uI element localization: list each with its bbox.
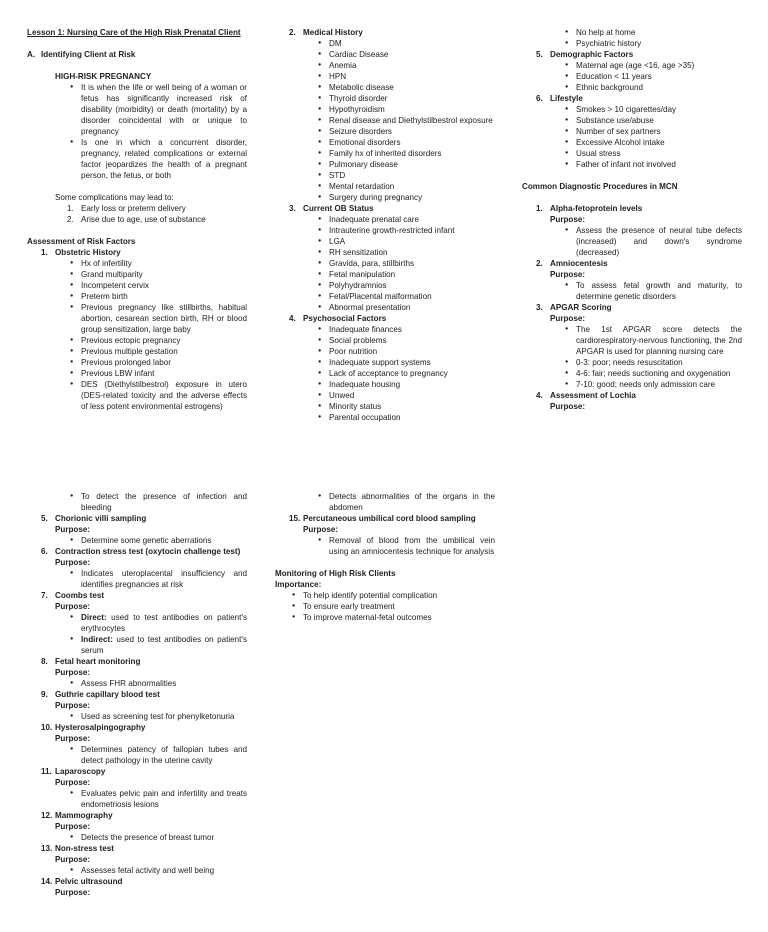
procedure-purpose-list [81, 711, 247, 722]
high-risk-pregnancy-heading: HIGH-RISK PREGNANCY [55, 72, 152, 81]
list-item: ● DES (Diethylstilbestrol) exposure in utero (DES-related toxicity and the adverse effects of less potent environmental estrogens) [81, 379, 247, 412]
list-item: ● Preterm birth [81, 291, 247, 302]
section-a-heading: A. Identifying Client at Risk [27, 50, 136, 59]
list-item: ● RH sensitization [329, 247, 495, 258]
demographic-heading: 5. Demographic Factors [536, 50, 634, 59]
procedure-purpose-list [81, 832, 247, 843]
list-item: ● Usual stress [576, 148, 742, 159]
list-item: ● Indicates uteroplacental insufficiency and identifies pregnancies at risk [81, 568, 247, 590]
procedure-heading: 7. Coombs test [41, 591, 105, 600]
procedure-heading: 8. Fetal heart monitoring [41, 657, 141, 666]
purpose-label: Purpose: [55, 602, 91, 611]
list-item: ● Hx of infertility [81, 258, 247, 269]
monitoring-list [303, 590, 495, 623]
high-risk-pregnancy-list [81, 82, 247, 181]
purpose-label: Purpose: [55, 778, 91, 787]
purpose-label: Purpose: [550, 314, 586, 323]
list-item: 2. Arise due to age, use of substance [67, 215, 206, 224]
column-2-page-2 [275, 491, 495, 623]
column-1-page-2 [27, 491, 247, 898]
list-item: ● Incompetent cervix [81, 280, 247, 291]
diagnostic-procedures-heading: Common Diagnostic Procedures in MCN [522, 182, 678, 191]
list-item: ● Intrauterine growth-restricted infant [329, 225, 495, 236]
procedure-purpose-list [329, 535, 495, 557]
purpose-label: Purpose: [55, 734, 91, 743]
procedure-heading: 13. Non-stress test [41, 844, 114, 853]
procedure-heading: 5. Chorionic villi sampling [41, 514, 147, 523]
list-item: ● Seizure disorders [329, 126, 495, 137]
purpose-label: Purpose: [303, 525, 339, 534]
procedure-purpose-list [576, 280, 742, 302]
list-item: ● Direct: used to test antibodies on patient's erythrocytes [81, 612, 247, 634]
list-item: ● Ethnic background [576, 82, 742, 93]
purpose-label: Purpose: [55, 668, 91, 677]
procedure-heading: 1. Alpha-fetoprotein levels [536, 204, 643, 213]
list-item: ● No help at home [576, 27, 742, 38]
procedure-purpose-list [81, 535, 247, 546]
procedure-heading: 2. Amniocentesis [536, 259, 608, 268]
list-item: ● 7-10: good; needs only admission care [576, 379, 742, 390]
list-item: ● Fetal manipulation [329, 269, 495, 280]
procedure-heading: 12. Mammography [41, 811, 113, 820]
list-item: ● Previous multiple gestation [81, 346, 247, 357]
list-item: ● Smokes > 10 cigarettes/day [576, 104, 742, 115]
lifestyle-list [576, 104, 742, 170]
list-item: ● DM [329, 38, 495, 49]
obstetric-history-list [81, 258, 247, 412]
list-item: ● Detects the presence of breast tumor [81, 832, 247, 843]
list-item: ● Abnormal presentation [329, 302, 495, 313]
list-item: ● Inadequate support systems [329, 357, 495, 368]
assessment-heading: Assessment of Risk Factors [27, 237, 136, 246]
procedure-purpose-list [81, 678, 247, 689]
list-item: ● Unwed [329, 390, 495, 401]
purpose-label: Purpose: [55, 822, 91, 831]
procedure-purpose-list [81, 568, 247, 590]
psychosocial-list [329, 324, 495, 423]
purpose-label: Purpose: [550, 215, 586, 224]
list-item: ● Renal disease and Diethylstilbestrol exposure [329, 115, 495, 126]
complications-intro: Some complications may lead to: [55, 193, 174, 202]
purpose-label: Purpose: [550, 402, 586, 411]
list-item: ● Father of infant not involved [576, 159, 742, 170]
list-item: ● Emotional disorders [329, 137, 495, 148]
procedure-heading: 9. Guthrie capillary blood test [41, 690, 160, 699]
list-item: ● Inadequate finances [329, 324, 495, 335]
list-item: ● Hypothyroidism [329, 104, 495, 115]
list-item: ● It is when the life or well being of a woman or fetus has significantly increased risk of disability (morbidity) or death (mortality) by a disorder coincidental with or unique to pregnancy [81, 82, 247, 137]
pelvic-ultrasound-purpose-list [329, 491, 495, 513]
list-item: ● Thyroid disorder [329, 93, 495, 104]
medical-history-heading: 2. Medical History [289, 28, 363, 37]
purpose-label: Purpose: [550, 270, 586, 279]
list-item: ● Determine some genetic aberrations [81, 535, 247, 546]
list-item: ● Mental retardation [329, 181, 495, 192]
list-item: ● Fetal/Placental malformation [329, 291, 495, 302]
importance-label: Importance: [275, 580, 322, 589]
list-item: ● Parental occupation [329, 412, 495, 423]
procedure-heading: 3. APGAR Scoring [536, 303, 612, 312]
list-item: ● To help identify potential complication [303, 590, 495, 601]
list-item: ● Social problems [329, 335, 495, 346]
list-item: ● Assess FHR abnormalities [81, 678, 247, 689]
list-item: ● Indirect: used to test antibodies on patient's serum [81, 634, 247, 656]
list-item: ● The 1st APGAR score detects the cardiorespiratory-nervous functioning, the 2nd APGAR is used for planning nursing care [576, 324, 742, 357]
list-item: ● Previous LBW infant [81, 368, 247, 379]
list-item: ● Previous pregnancy like stillbirths, habitual abortion, cesarean section birth, RH or blood group sensitization, large baby [81, 302, 247, 335]
list-item: ● Metabolic disease [329, 82, 495, 93]
list-item: ● Detects abnormalities of the organs in the abdomen [329, 491, 495, 513]
procedure-purpose-list [81, 788, 247, 810]
list-item: ● Removal of blood from the umbilical vein using an amniocentesis technique for analysis [329, 535, 495, 557]
list-item: ● Anemia [329, 60, 495, 71]
procedure-heading: 10. Hysterosalpingography [41, 723, 146, 732]
procedure-heading: 6. Contraction stress test (oxytocin challenge test) [41, 547, 241, 556]
list-item: ● Pulmonary disease [329, 159, 495, 170]
list-item: ● Cardiac Disease [329, 49, 495, 60]
procedure-purpose-list [81, 744, 247, 766]
lifestyle-heading: 6. Lifestyle [536, 94, 583, 103]
procedure-heading: 4. Assessment of Lochia [536, 391, 636, 400]
ob-status-list [329, 214, 495, 313]
list-item: ● Lack of acceptance to pregnancy [329, 368, 495, 379]
list-item: ● Education < 11 years [576, 71, 742, 82]
monitoring-heading: Monitoring of High Risk Clients [275, 569, 396, 578]
list-item: ● Inadequate housing [329, 379, 495, 390]
column-2 [275, 27, 495, 423]
list-item: ● HPN [329, 71, 495, 82]
purpose-label: Purpose: [55, 525, 91, 534]
list-item: ● To detect the presence of infection and bleeding [81, 491, 247, 513]
ob-status-heading: 3. Current OB Status [289, 204, 374, 213]
list-item: ● Grand multiparity [81, 269, 247, 280]
list-item: ● To ensure early treatment [303, 601, 495, 612]
medical-history-list [329, 38, 495, 203]
procedure-purpose-list [576, 225, 742, 258]
complications-list [67, 203, 247, 225]
purpose-label: Purpose: [55, 558, 91, 567]
list-item: ● Maternal age (age <16, age >35) [576, 60, 742, 71]
list-item: 1. Early loss or preterm delivery [67, 204, 186, 213]
list-item: ● 0-3: poor; needs resuscitation [576, 357, 742, 368]
list-item: ● Excessive Alcohol intake [576, 137, 742, 148]
list-item: ● Previous ectopic pregnancy [81, 335, 247, 346]
list-item: ● Family hx of inherited disorders [329, 148, 495, 159]
list-item: ● To improve maternal-fetal outcomes [303, 612, 495, 623]
column-1 [27, 27, 247, 412]
list-item: ● STD [329, 170, 495, 181]
procedure-purpose-list [576, 324, 742, 390]
purpose-label: Purpose: [55, 701, 91, 710]
list-item: ● Minority status [329, 401, 495, 412]
purpose-label: Purpose: [55, 888, 91, 897]
list-item: ● Surgery during pregnancy [329, 192, 495, 203]
obstetric-history-heading: 1. Obstetric History [41, 248, 121, 257]
list-item: ● Assess the presence of neural tube defects (increased) and down's syndrome (decreased) [576, 225, 742, 258]
list-item: ● Polyhydramnios [329, 280, 495, 291]
list-item: ● Used as screening test for phenylketonuria [81, 711, 247, 722]
psychosocial-list-continued [576, 27, 742, 49]
procedure-purpose-list [81, 865, 247, 876]
list-item: ● Poor nutrition [329, 346, 495, 357]
list-item: ● LGA [329, 236, 495, 247]
list-item: ● 4-6: fair; needs suctioning and oxygenation [576, 368, 742, 379]
procedure-heading: 14. Pelvic ultrasound [41, 877, 123, 886]
list-item: ● Evaluates pelvic pain and infertility and treats endometriosis lesions [81, 788, 247, 810]
list-item: ● Inadequate prenatal care [329, 214, 495, 225]
procedure-heading: 15. Percutaneous umbilical cord blood sampling [289, 514, 476, 523]
procedure-heading: 11. Laparoscopy [41, 767, 106, 776]
list-item: ● Substance use/abuse [576, 115, 742, 126]
psychosocial-heading: 4. Psychosocial Factors [289, 314, 387, 323]
lesson-title: Lesson 1: Nursing Care of the High Risk Prenatal Client [27, 28, 241, 37]
list-item: ● Determines patency of fallopian tubes and detect pathology in the uterine cavity [81, 744, 247, 766]
list-item: ● Previous prolonged labor [81, 357, 247, 368]
list-item: ● Psychiatric history [576, 38, 742, 49]
purpose-label: Purpose: [55, 855, 91, 864]
procedure-purpose-list [81, 612, 247, 656]
list-item: ● Assesses fetal activity and well being [81, 865, 247, 876]
list-item: ● Number of sex partners [576, 126, 742, 137]
lochia-purpose-list [81, 491, 247, 513]
column-3 [522, 27, 742, 412]
demographic-list [576, 60, 742, 93]
list-item: ● To assess fetal growth and maturity, to determine genetic disorders [576, 280, 742, 302]
list-item: ● Gravida, para, stillbirths [329, 258, 495, 269]
list-item: ● Is one in which a concurrent disorder, pregnancy, related complications or external factor jeopardizes the health of a pregnant person, the fetus, or both [81, 137, 247, 181]
